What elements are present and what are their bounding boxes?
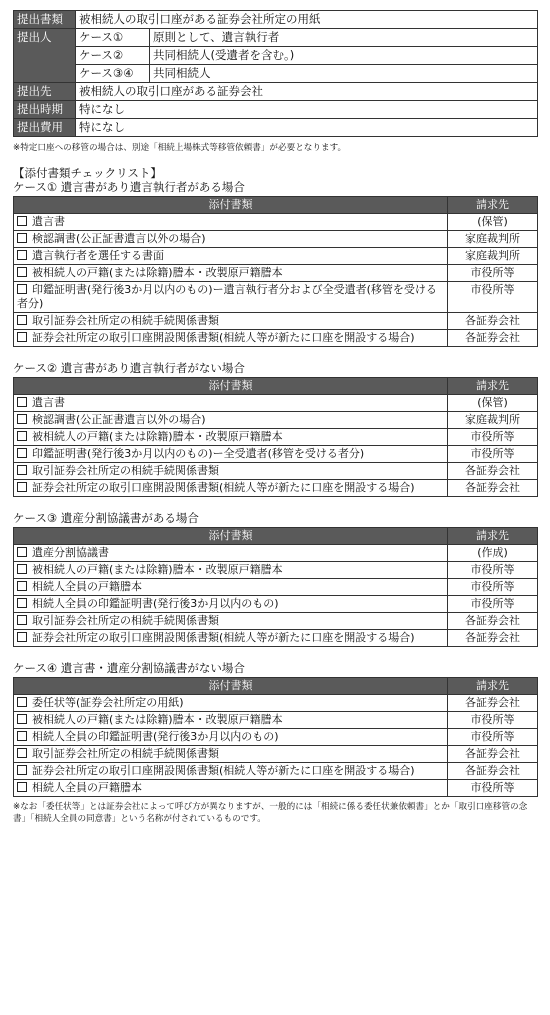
request-destination: 各証券会社: [448, 480, 538, 497]
case-title: ケース② 遺言書があり遺言執行者がない場合: [13, 361, 245, 375]
request-destination: 市役所等: [448, 712, 538, 729]
summary-label: 提出人: [14, 29, 76, 83]
request-destination: 市役所等: [448, 429, 538, 446]
checkbox-icon[interactable]: [17, 332, 27, 342]
doc-cell: [14, 412, 448, 429]
doc-cell: [14, 214, 448, 231]
table-row: [14, 780, 538, 797]
case-block: [13, 511, 538, 647]
doc-cell: [14, 429, 448, 446]
checklist-table: [13, 196, 538, 347]
table-header-row: [14, 197, 538, 214]
doc-cell: [14, 746, 448, 763]
transfer-note: ※特定口座への移管の場合は、別途「相続上場株式等移管依頼書」が必要となります。: [13, 143, 347, 153]
doc-cell: [14, 630, 448, 647]
table-row: [14, 596, 538, 613]
doc-label: 取引証券会社所定の相続手続関係書類: [32, 747, 219, 760]
table-header-row: [14, 678, 538, 695]
doc-cell: [14, 463, 448, 480]
checkbox-icon[interactable]: [17, 765, 27, 775]
table-row: [14, 282, 538, 313]
column-header-doc: 添付書類: [14, 378, 448, 395]
doc-cell: [14, 265, 448, 282]
table-row: [14, 313, 538, 330]
summary-case: ケース③④: [76, 65, 150, 83]
doc-label: 印鑑証明書(発行後3か月以内のもの)ー全受遺者(移管を受ける者分): [32, 447, 365, 460]
table-row: [14, 630, 538, 647]
footnote: ※なお「委任状等」とは証券会社によって呼び方が異なりますが、一般的には「相続に係る委任状兼依頼書」とか「取引口座移管の念書」「相続人全員の同意書」という名称が付されているものです。: [13, 802, 528, 824]
checkbox-icon[interactable]: [17, 598, 27, 608]
summary-value: 被相続人の取引口座がある証券会社: [76, 83, 538, 101]
table-row: [14, 330, 538, 347]
request-destination: 各証券会社: [448, 463, 538, 480]
summary-value: 特になし: [76, 119, 538, 137]
checkbox-icon[interactable]: [17, 581, 27, 591]
checkbox-icon[interactable]: [17, 397, 27, 407]
doc-label: 遺言執行者を選任する書面: [32, 249, 164, 262]
checkbox-icon[interactable]: [17, 564, 27, 574]
doc-label: 相続人全員の戸籍謄本: [32, 781, 142, 794]
doc-cell: [14, 596, 448, 613]
doc-cell: [14, 763, 448, 780]
doc-label: 証券会社所定の取引口座開設関係書類(相続人等が新たに口座を開設する場合): [32, 481, 415, 494]
doc-cell: [14, 313, 448, 330]
table-header-row: [14, 378, 538, 395]
request-destination: (保管): [448, 214, 538, 231]
table-row: [14, 231, 538, 248]
table-row: [14, 613, 538, 630]
summary-value: 共同相続人(受遺者を含む。): [150, 47, 538, 65]
doc-cell: [14, 248, 448, 265]
doc-label: 相続人全員の印鑑証明書(発行後3か月以内のもの): [32, 730, 279, 743]
request-destination: 市役所等: [448, 780, 538, 797]
summary-case: ケース②: [76, 47, 150, 65]
table-row: [14, 695, 538, 712]
column-header-req: 請求先: [448, 197, 538, 214]
table-row: [14, 265, 538, 282]
doc-cell: [14, 613, 448, 630]
request-destination: 各証券会社: [448, 613, 538, 630]
request-destination: 家庭裁判所: [448, 231, 538, 248]
checklist-table: [13, 677, 538, 797]
doc-cell: [14, 395, 448, 412]
doc-cell: [14, 712, 448, 729]
checkbox-icon[interactable]: [17, 315, 27, 325]
doc-label: 証券会社所定の取引口座開設関係書類(相続人等が新たに口座を開設する場合): [32, 764, 415, 777]
summary-label: 提出先: [14, 83, 76, 101]
summary-row-cost: [14, 119, 538, 137]
summary-value: 原則として、遺言執行者: [150, 29, 538, 47]
checklist-table: [13, 377, 538, 497]
request-destination: 各証券会社: [448, 695, 538, 712]
summary-value: 特になし: [76, 101, 538, 119]
checkbox-icon[interactable]: [17, 482, 27, 492]
table-row: [14, 446, 538, 463]
request-destination: 市役所等: [448, 446, 538, 463]
column-header-req: 請求先: [448, 378, 538, 395]
table-row: [14, 545, 538, 562]
doc-cell: [14, 729, 448, 746]
doc-label: 印鑑証明書(発行後3か月以内のもの)ー遺言執行者分および全受遺者(移管を受ける者分): [17, 283, 437, 310]
summary-row-destination: [14, 83, 538, 101]
doc-label: 証券会社所定の取引口座開設関係書類(相続人等が新たに口座を開設する場合): [32, 331, 415, 344]
summary-row-submitter: [14, 65, 538, 83]
doc-cell: [14, 330, 448, 347]
checklist-cases: [13, 180, 538, 797]
table-row: [14, 562, 538, 579]
case-block: [13, 661, 538, 797]
request-destination: 各証券会社: [448, 746, 538, 763]
doc-cell: [14, 562, 448, 579]
doc-label: 遺産分割協議書: [32, 546, 109, 559]
doc-label: 被相続人の戸籍(または除籍)謄本・改製原戸籍謄本: [32, 266, 283, 279]
column-header-doc: 添付書類: [14, 197, 448, 214]
summary-label: 提出時期: [14, 101, 76, 119]
request-destination: 各証券会社: [448, 630, 538, 647]
request-destination: 市役所等: [448, 596, 538, 613]
case-block: [13, 180, 538, 347]
doc-cell: [14, 282, 448, 313]
checkbox-icon[interactable]: [17, 448, 27, 458]
doc-label: 取引証券会社所定の相続手続関係書類: [32, 464, 219, 477]
summary-value: 被相続人の取引口座がある証券会社所定の用紙: [76, 11, 538, 29]
case-title: ケース③ 遺産分割協議書がある場合: [13, 511, 199, 525]
checkbox-icon[interactable]: [17, 250, 27, 260]
table-row: [14, 729, 538, 746]
summary-row-documents: [14, 11, 538, 29]
doc-cell: [14, 579, 448, 596]
doc-cell: [14, 480, 448, 497]
checkbox-icon[interactable]: [17, 697, 27, 707]
doc-label: 相続人全員の印鑑証明書(発行後3か月以内のもの): [32, 597, 279, 610]
table-row: [14, 214, 538, 231]
checkbox-icon[interactable]: [17, 465, 27, 475]
doc-label: 検認調書(公正証書遺言以外の場合): [32, 413, 206, 426]
summary-label: 提出書類: [14, 11, 76, 29]
doc-label: 相続人全員の戸籍謄本: [32, 580, 142, 593]
checklist-title: 【添付書類チェックリスト】: [13, 166, 162, 180]
summary-row-timing: [14, 101, 538, 119]
checkbox-icon[interactable]: [17, 216, 27, 226]
request-destination: 各証券会社: [448, 763, 538, 780]
checklist-table: [13, 527, 538, 647]
submission-summary-table: [13, 10, 538, 137]
doc-label: 遺言書: [32, 215, 65, 228]
checkbox-icon[interactable]: [17, 731, 27, 741]
table-row: [14, 746, 538, 763]
request-destination: (保管): [448, 395, 538, 412]
checkbox-icon[interactable]: [17, 547, 27, 557]
summary-value: 共同相続人: [150, 65, 538, 83]
checkbox-icon[interactable]: [17, 632, 27, 642]
table-row: [14, 463, 538, 480]
checkbox-icon[interactable]: [17, 414, 27, 424]
doc-label: 被相続人の戸籍(または除籍)謄本・改製原戸籍謄本: [32, 563, 283, 576]
summary-label: 提出費用: [14, 119, 76, 137]
doc-label: 委任状等(証券会社所定の用紙): [32, 696, 184, 709]
doc-label: 証券会社所定の取引口座開設関係書類(相続人等が新たに口座を開設する場合): [32, 631, 415, 644]
table-row: [14, 248, 538, 265]
case-title: ケース④ 遺言書・遺産分割協議書がない場合: [13, 661, 245, 675]
request-destination: 市役所等: [448, 729, 538, 746]
column-header-doc: 添付書類: [14, 528, 448, 545]
doc-cell: [14, 545, 448, 562]
request-destination: 家庭裁判所: [448, 248, 538, 265]
request-destination: 市役所等: [448, 282, 538, 313]
summary-row-submitter: [14, 47, 538, 65]
checkbox-icon[interactable]: [17, 615, 27, 625]
checkbox-icon[interactable]: [17, 267, 27, 277]
table-row: [14, 763, 538, 780]
checkbox-icon[interactable]: [17, 714, 27, 724]
table-row: [14, 429, 538, 446]
doc-label: 遺言書: [32, 396, 65, 409]
checkbox-icon[interactable]: [17, 431, 27, 441]
case-block: [13, 361, 538, 497]
request-destination: 各証券会社: [448, 330, 538, 347]
doc-label: 取引証券会社所定の相続手続関係書類: [32, 314, 219, 327]
request-destination: 家庭裁判所: [448, 412, 538, 429]
request-destination: (作成): [448, 545, 538, 562]
checkbox-icon[interactable]: [17, 233, 27, 243]
checkbox-icon[interactable]: [17, 284, 27, 294]
request-destination: 市役所等: [448, 562, 538, 579]
doc-label: 被相続人の戸籍(または除籍)謄本・改製原戸籍謄本: [32, 430, 283, 443]
case-title: ケース① 遺言書があり遺言執行者がある場合: [13, 180, 245, 194]
doc-label: 被相続人の戸籍(または除籍)謄本・改製原戸籍謄本: [32, 713, 283, 726]
table-header-row: [14, 528, 538, 545]
doc-cell: [14, 231, 448, 248]
checkbox-icon[interactable]: [17, 748, 27, 758]
request-destination: 市役所等: [448, 579, 538, 596]
column-header-req: 請求先: [448, 678, 538, 695]
table-row: [14, 480, 538, 497]
column-header-doc: 添付書類: [14, 678, 448, 695]
doc-cell: [14, 695, 448, 712]
request-destination: 各証券会社: [448, 313, 538, 330]
table-row: [14, 412, 538, 429]
summary-case: ケース①: [76, 29, 150, 47]
summary-row-submitter: [14, 29, 538, 47]
checkbox-icon[interactable]: [17, 782, 27, 792]
request-destination: 市役所等: [448, 265, 538, 282]
table-row: [14, 579, 538, 596]
table-row: [14, 712, 538, 729]
doc-cell: [14, 780, 448, 797]
doc-cell: [14, 446, 448, 463]
doc-label: 検認調書(公正証書遺言以外の場合): [32, 232, 206, 245]
doc-label: 取引証券会社所定の相続手続関係書類: [32, 614, 219, 627]
column-header-req: 請求先: [448, 528, 538, 545]
table-row: [14, 395, 538, 412]
